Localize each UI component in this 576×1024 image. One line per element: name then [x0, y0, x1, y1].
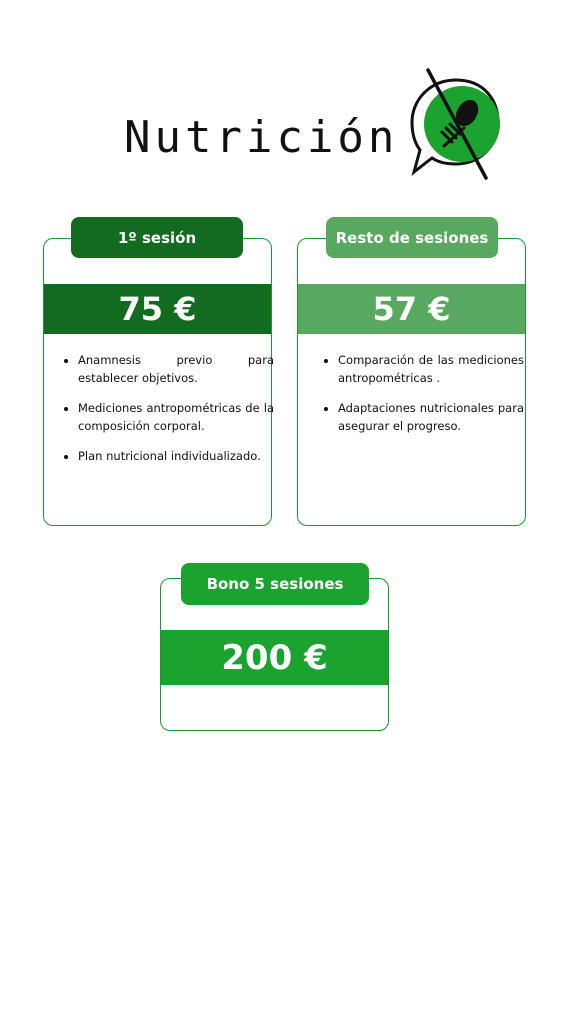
list-item: • Adaptaciones nutricionales para asegurar el progreso. — [338, 399, 524, 435]
list-item: • Plan nutricional individualizado. — [78, 447, 278, 465]
features-list — [320, 351, 524, 447]
tab-bundle: Bono 5 sesiones — [181, 563, 369, 605]
price-bundle: 200 € — [161, 630, 388, 685]
price-first-session: 75 € — [44, 284, 271, 334]
tab-following-sessions: Resto de sesiones — [326, 217, 498, 258]
fork-spoon-chat-icon — [406, 66, 506, 182]
list-item: • Comparación de las mediciones antropométricas . — [338, 351, 524, 387]
price-card-following-sessions — [297, 238, 526, 526]
features-list — [60, 351, 274, 477]
page-title: Nutrición — [124, 112, 399, 163]
tab-first-session: 1º sesión — [71, 217, 243, 258]
list-item: • Anamnesis previo para establecer objetivos. — [78, 351, 274, 387]
list-item: • Mediciones antropométricas de la composición corporal. — [78, 399, 274, 435]
price-following-sessions: 57 € — [298, 284, 525, 334]
price-card-first-session — [43, 238, 272, 526]
